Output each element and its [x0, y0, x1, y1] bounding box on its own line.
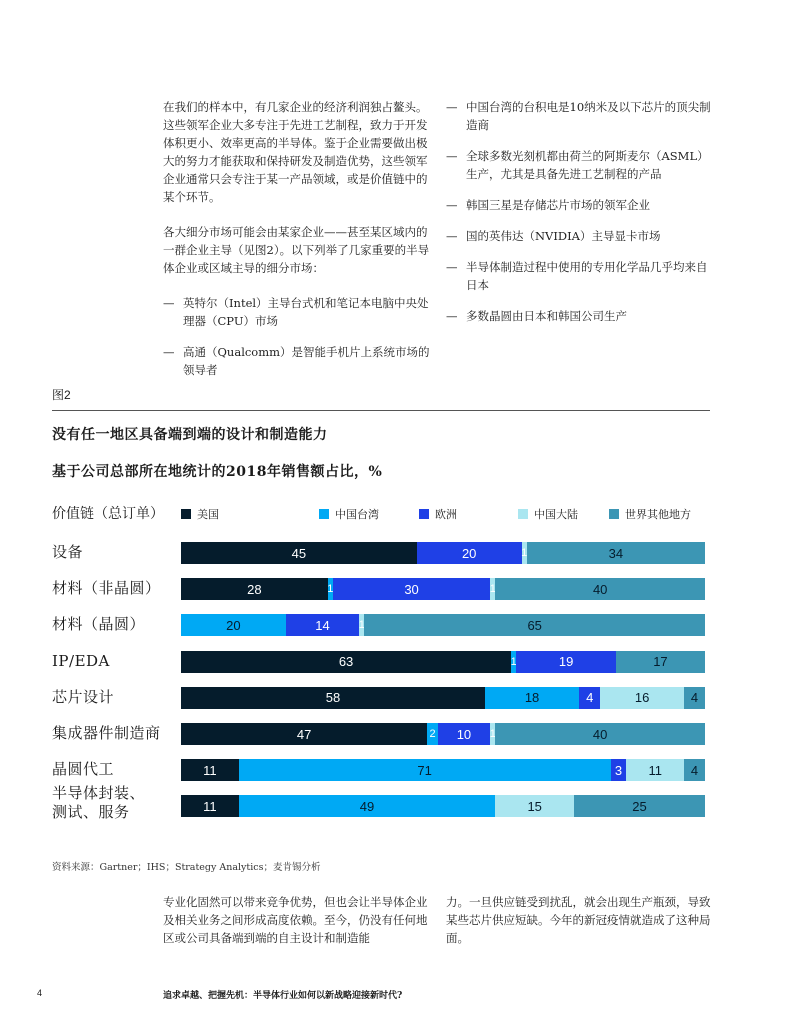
bar-segment: 3: [611, 759, 627, 781]
right-column: [446, 98, 716, 338]
bullet-text: 多数晶圆由日本和韩国公司生产: [466, 309, 627, 323]
category-label: 集成器件制造商: [52, 724, 161, 742]
bar-segment: 28: [181, 578, 328, 600]
bullet-item: [446, 196, 716, 214]
source-note: 资料来源：Gartner；IHS；Strategy Analytics；麦肯锡分析: [52, 862, 321, 873]
divider: [52, 410, 710, 411]
bar-segment: 19: [516, 651, 616, 673]
category-label: 半导体封装、 测试、服务: [52, 784, 146, 822]
bullet-text: 全球多数光刻机都由荷兰的阿斯麦尔（ASML）生产，尤其是具备先进工艺制程的产品: [466, 149, 709, 181]
bar-segment: 20: [417, 542, 522, 564]
bar-row: [181, 687, 705, 709]
body-paragraph: 力。一旦供应链受到扰乱，就会出现生产瓶颈，导致某些芯片供应短缺。今年的新冠疫情就造成了这种局面。: [446, 895, 711, 945]
category-label: IP/EDA: [52, 651, 110, 670]
bar-row: [181, 759, 705, 781]
bar-segment: 20: [181, 614, 286, 636]
bullet-item: [446, 307, 716, 325]
bar-segment: 1: [522, 542, 527, 564]
bar-segment: 10: [438, 723, 490, 745]
bar-row: [181, 723, 705, 745]
dash-marker: —: [163, 296, 175, 310]
legend-swatch: [319, 509, 329, 519]
bar-segment: 1: [490, 723, 495, 745]
legend-item: [609, 506, 691, 522]
bullet-text: 半导体制造过程中使用的专用化学品几乎均来自日本: [466, 260, 708, 292]
dash-marker: —: [446, 260, 458, 274]
bottom-left-column: [163, 893, 431, 947]
bar-segment: 4: [684, 759, 705, 781]
legend-swatch: [609, 509, 619, 519]
bar-segment: 11: [181, 795, 239, 817]
bar-segment: 2: [427, 723, 437, 745]
category-label: 材料（非晶圆）: [52, 579, 161, 598]
category-label: 设备: [52, 543, 84, 561]
bar-segment: 11: [181, 759, 239, 781]
category-label: 芯片设计: [52, 687, 115, 706]
dash-marker: —: [163, 345, 175, 359]
legend-swatch: [181, 509, 191, 519]
bar-segment: 25: [574, 795, 705, 817]
bar-segment: 1: [511, 651, 516, 673]
bullet-item: [163, 343, 430, 379]
bullet-text: 中国台湾的台积电是10纳米及以下芯片的顶尖制造商: [466, 100, 711, 132]
bullet-item: [446, 98, 716, 134]
dash-marker: —: [446, 149, 458, 163]
dash-marker: —: [446, 100, 458, 114]
legend-item: [419, 506, 457, 522]
legend-swatch: [518, 509, 528, 519]
bar-segment: 71: [239, 759, 611, 781]
bullet-list: [446, 98, 716, 325]
bar-segment: 63: [181, 651, 511, 673]
bar-segment: 16: [600, 687, 684, 709]
legend-item: [181, 506, 219, 522]
bar-segment: 11: [626, 759, 684, 781]
bar-segment: 47: [181, 723, 427, 745]
legend-item: [518, 506, 578, 522]
bullet-item: [446, 227, 716, 245]
bullet-item: [446, 258, 716, 294]
bar-row: [181, 542, 705, 564]
legend-label: 美国: [197, 508, 219, 521]
legend-label: 世界其他地方: [625, 508, 691, 521]
bar-segment: 1: [490, 578, 495, 600]
bar-segment: 40: [495, 723, 705, 745]
bullet-text: 韩国三星是存储芯片市场的领军企业: [466, 198, 650, 212]
bar-segment: 30: [333, 578, 490, 600]
legend-label: 中国大陆: [534, 508, 578, 521]
page-number: 4: [37, 988, 43, 998]
bar-segment: 1: [359, 614, 364, 636]
bullet-item: [446, 147, 716, 183]
bullet-list: [163, 294, 430, 379]
dash-marker: —: [446, 309, 458, 323]
bar-segment: 34: [527, 542, 705, 564]
bar-segment: 40: [495, 578, 705, 600]
legend-label: 欧洲: [435, 508, 457, 521]
bar-row: [181, 651, 705, 673]
category-label: 材料（晶圆）: [52, 615, 146, 634]
body-paragraph: 专业化固然可以带来竞争优势，但也会让半导体企业及相关业务之间形成高度依赖。至今，仍没有任何地区或公司具备端到端的自主设计和制造能: [163, 895, 428, 945]
bar-row: [181, 795, 705, 817]
figure-label: 图2: [52, 388, 71, 402]
legend-item: [319, 506, 379, 522]
legend-label: 中国台湾: [335, 508, 379, 521]
bar-segment: 14: [286, 614, 359, 636]
body-paragraph: 在我们的样本中，有几家企业的经济利润独占鳌头。这些领军企业大多专注于先进工艺制程，致力于开发体积更小、效率更高的半导体。鉴于企业需要做出极大的努力才能获取和保持研发及制造优势，这些领军企业通常只会专注于某一产品领域，或是价值链中的某个环节。: [163, 100, 428, 204]
bar-row: [181, 614, 705, 636]
bar-segment: 58: [181, 687, 485, 709]
legend-swatch: [419, 509, 429, 519]
bar-segment: 65: [364, 614, 705, 636]
bar-segment: 4: [684, 687, 705, 709]
bullet-item: [163, 294, 430, 330]
bar-segment: 4: [579, 687, 600, 709]
figure-subtitle: 基于公司总部所在地统计的2018年销售额占比，%: [52, 464, 383, 480]
dash-marker: —: [446, 198, 458, 212]
figure-title: 没有任一地区具备端到端的设计和制造能力: [52, 427, 328, 443]
bullet-text: 国的英伟达（NVIDIA）主导显卡市场: [466, 229, 661, 243]
bar-segment: 49: [239, 795, 496, 817]
bar-segment: 45: [181, 542, 417, 564]
bullet-text: 英特尔（Intel）主导台式机和笔记本电脑中央处理器（CPU）市场: [183, 296, 429, 328]
bar-row: [181, 578, 705, 600]
bar-segment: 18: [485, 687, 579, 709]
footer-title: 追求卓越、把握先机：半导体行业如何以新战略迎接新时代?: [163, 991, 403, 1001]
bottom-right-column: [446, 893, 712, 947]
category-label: 晶圆代工: [52, 760, 115, 779]
bar-segment: 15: [495, 795, 574, 817]
body-paragraph: 各大细分市场可能会由某家企业——甚至某区域内的一群企业主导（见图2）。以下列举了几家重要的半导体企业或区域主导的细分市场：: [163, 225, 430, 275]
left-column: [163, 98, 430, 392]
legend-header: 价值链（总订单）: [52, 506, 164, 522]
bar-segment: 17: [616, 651, 705, 673]
bullet-text: 高通（Qualcomm）是智能手机片上系统市场的领导者: [183, 345, 430, 377]
bar-segment: 1: [328, 578, 333, 600]
dash-marker: —: [446, 229, 458, 243]
